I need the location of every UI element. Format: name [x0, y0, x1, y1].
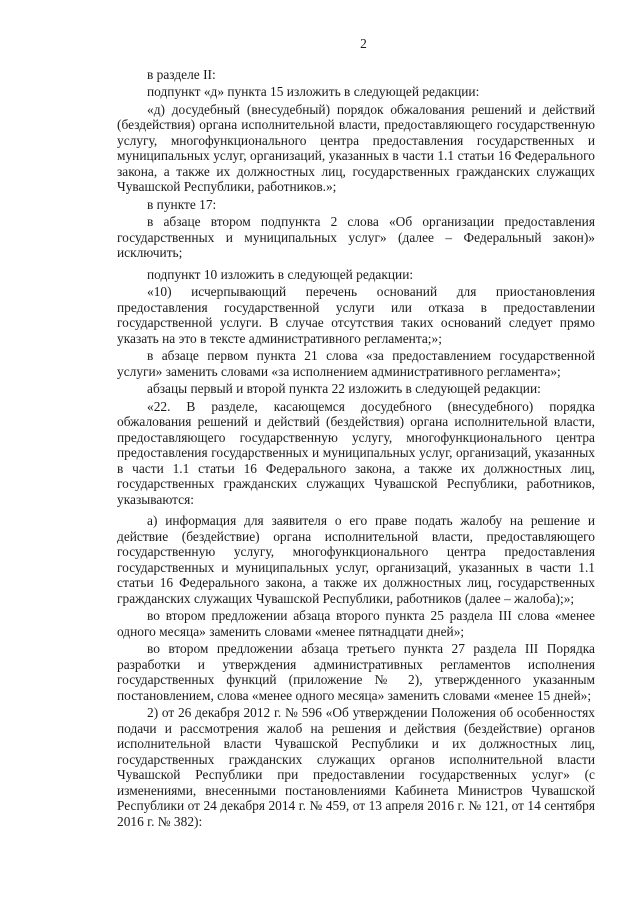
paragraph-point-22-text: «22. В разделе, касающемся досудебного (внесудебного) порядка обжалования решений и действий (бездействия) органа исполнительной власти, предоставляющего государственную услугу, многофункционального центра предоставления государственных и муниципальных услуг, организаций, указанных в части 1.1 статьи 16 Федерального закона, а также их должностных лиц, государственных гражданских служащих Чувашской Республики, работников, указываются: [117, 398, 595, 507]
paragraph-point-21: в абзаце первом пункта 21 слова «за предоставлением государственной услуги» заменить словами «за исполнением административного регламента»; [117, 348, 595, 379]
paragraph-point-27: во втором предложении абзаца третьего пункта 27 раздела III Порядка разработки и утверждения административных регламентов исполнения государственных функций (приложение № 2), утвержденного указанным постановлением, слова «менее одного месяца» заменить словами «менее 15 дней»; [117, 641, 595, 703]
paragraph-point-17: в пункте 17: [147, 196, 217, 212]
paragraph-section-ii: в разделе II: [147, 66, 216, 82]
paragraph-point-25: во втором предложении абзаца второго пункта 25 раздела III слова «менее одного месяца» заменить словами «менее пятнадцати дней»; [117, 608, 595, 639]
paragraph-point-22-intro: абзацы первый и второй пункта 22 изложить в следующей редакции: [147, 381, 541, 396]
paragraph-point-17-exclusion: в абзаце втором подпункта 2 слова «Об организации предоставления государственных и муниципальных услуг» (далее – Федеральный закон)» исключить; [117, 214, 595, 260]
paragraph-subpoint-10-text: «10) исчерпывающий перечень оснований для приостановления предоставления государственной услуги или отказа в предоставлении государственной услуги. В случае отсутствия таких оснований следует прямо указать на это в тексте административного регламента;»; [117, 284, 595, 346]
document-page [117, 36, 595, 831]
paragraph-subpoint-d-text: «д) досудебный (внесудебный) порядок обжалования решений и действий (бездействия) органа исполнительной власти, предоставляющего государственную услугу, многофункционального центра предоставления государственных и муниципальных услуг, организаций, указанных в части 1.1 статьи 16 Федерального закона, а также их должностных лиц, государственных гражданских служащих Чувашской Республики, работников.»; [117, 101, 595, 194]
page-number: 2 [360, 36, 367, 51]
paragraph-subpoint-d-intro: подпункт «д» пункта 15 изложить в следующей редакции: [147, 84, 480, 99]
paragraph-resolution-596: 2) от 26 декабря 2012 г. № 596 «Об утверждении Положения об особенностях подачи и рассмотрения жалоб на решения и действия (бездействие) органов исполнительной власти Чувашской Республики и их должностных лиц, государственных гражданских служащих органов исполнительной власти Чувашской Республики при предоставлении государственных услуг» (с изменениями, внесенными постановлениями Кабинета Министров Чувашской Республики от 24 декабря 2014 г. № 459, от 13 апреля 2016 г. № 121, от 14 сентября 2016 г. № 382): [117, 705, 595, 829]
paragraph-subpoint-10-intro: подпункт 10 изложить в следующей редакции: [147, 266, 414, 282]
paragraph-point-22-a: а) информация для заявителя о его праве подать жалобу на решение и действие (бездействие) органа исполнительной власти, предоставляющего государственную услугу, многофункционального центра предоставления государственных и муниципальных услуг, организаций, указанных в части 1.1 статьи 16 Федерального закона, а также их должностных лиц, государственных гражданских служащих Чувашской Республики, работников (далее – жалоба);»; [117, 513, 595, 606]
